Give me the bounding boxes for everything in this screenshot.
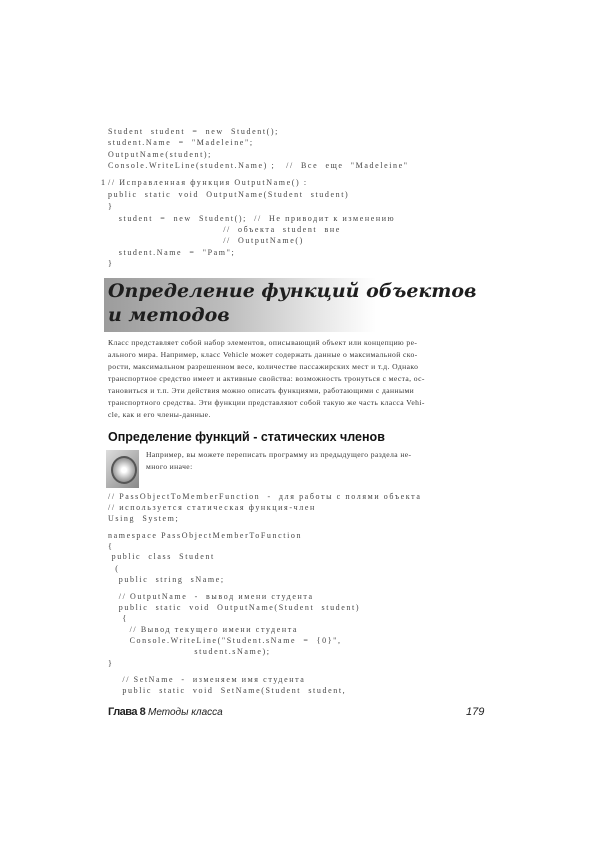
note-line: много иначе: xyxy=(146,462,193,471)
cd-icon xyxy=(106,450,139,488)
section-banner xyxy=(104,278,477,332)
section-heading: Определение функций - статических членов xyxy=(108,430,385,444)
code-top-line: student.Name = "Madeleine"; xyxy=(108,138,254,147)
chapter-label: Глава 8 xyxy=(108,706,146,718)
code-bottom-line: { xyxy=(108,542,114,551)
code-bottom-line: // Вывод текущего имени студента xyxy=(108,625,299,634)
paragraph-line: транспортного средства. Эти функции представляют собой такую же часть класса Vehi- xyxy=(108,398,425,407)
code-bottom-line: Using System; xyxy=(108,514,180,523)
code-bottom-line: public static void OutputName(Student student) xyxy=(108,603,361,612)
paragraph-line: cle, как и его члены-данные. xyxy=(108,410,211,419)
code-top-line: student = new Student(); // Не приводит к изменению xyxy=(108,214,396,223)
page-footer xyxy=(108,706,223,718)
code-top-line: } xyxy=(108,259,114,268)
code-top-line: public static void OutputName(Student student) xyxy=(108,190,350,199)
code-bottom-line: // используется статическая функция-член xyxy=(108,503,316,512)
code-top-line: // объекта student вне xyxy=(108,225,341,234)
code-bottom-line: student.sName); xyxy=(108,647,271,656)
code-top-line: student.Name = "Pam"; xyxy=(108,248,236,257)
code-bottom-line: { xyxy=(108,614,128,623)
code-bottom-line: public class Student xyxy=(108,552,215,561)
code-bottom-line: } xyxy=(108,659,114,668)
code-top-line: Console.WriteLine(student.Name) ; // Все еще "Madeleine" xyxy=(108,161,409,170)
page-number: 179 xyxy=(466,706,485,718)
banner-title-line1: Определение функций объектов xyxy=(108,280,477,302)
banner-title-line2: и методов xyxy=(108,304,230,326)
code-bottom-line: ( xyxy=(108,564,120,573)
note-line: Например, вы можете переписать программу из предыдущего раздела не- xyxy=(146,450,412,459)
code-bottom-line: public string sName; xyxy=(108,575,225,584)
paragraph-line: рости, максимальном разрешенном весе, количестве пассажирских мест и т.д. Однако xyxy=(108,362,419,371)
code-top-line: } xyxy=(108,202,114,211)
code-bottom-line: // OutputName - вывод имени студента xyxy=(108,592,314,601)
code-top-line: // Исправленная функция OutputName() : xyxy=(108,178,308,187)
code-top-line: Student student = new Student(); xyxy=(108,127,279,136)
paragraph-line: тановиться и т.п. Эти действия можно описать функциями, работающими с данными xyxy=(108,386,415,395)
margin-mark: 1 xyxy=(101,178,105,187)
code-bottom-line: public static void SetName(Student student, xyxy=(108,686,347,695)
chapter-title: Методы класса xyxy=(147,707,223,718)
code-top-line: // OutputName() xyxy=(108,236,304,245)
code-bottom-line: // SetName - изменяем имя студента xyxy=(108,675,306,684)
paragraph-line: ального мира. Например, класс Vehicle может содержать данные о максимальной ско- xyxy=(108,350,418,359)
paragraph-line: транспортное средство имеет и активные свойства: возможность тронуться с места, ос- xyxy=(108,374,425,383)
code-bottom-line: Console.WriteLine("Student.sName = {0}", xyxy=(108,636,342,645)
paragraph-line: Класс представляет собой набор элементов, описывающий объект или концепцию ре- xyxy=(108,338,418,347)
code-bottom-line: // PassObjectToMemberFunction - для работы с полями объекта xyxy=(108,492,422,501)
code-top-line: OutputName(student); xyxy=(108,150,212,159)
code-bottom-line: namespace PassObjectMemberToFunction xyxy=(108,531,303,540)
